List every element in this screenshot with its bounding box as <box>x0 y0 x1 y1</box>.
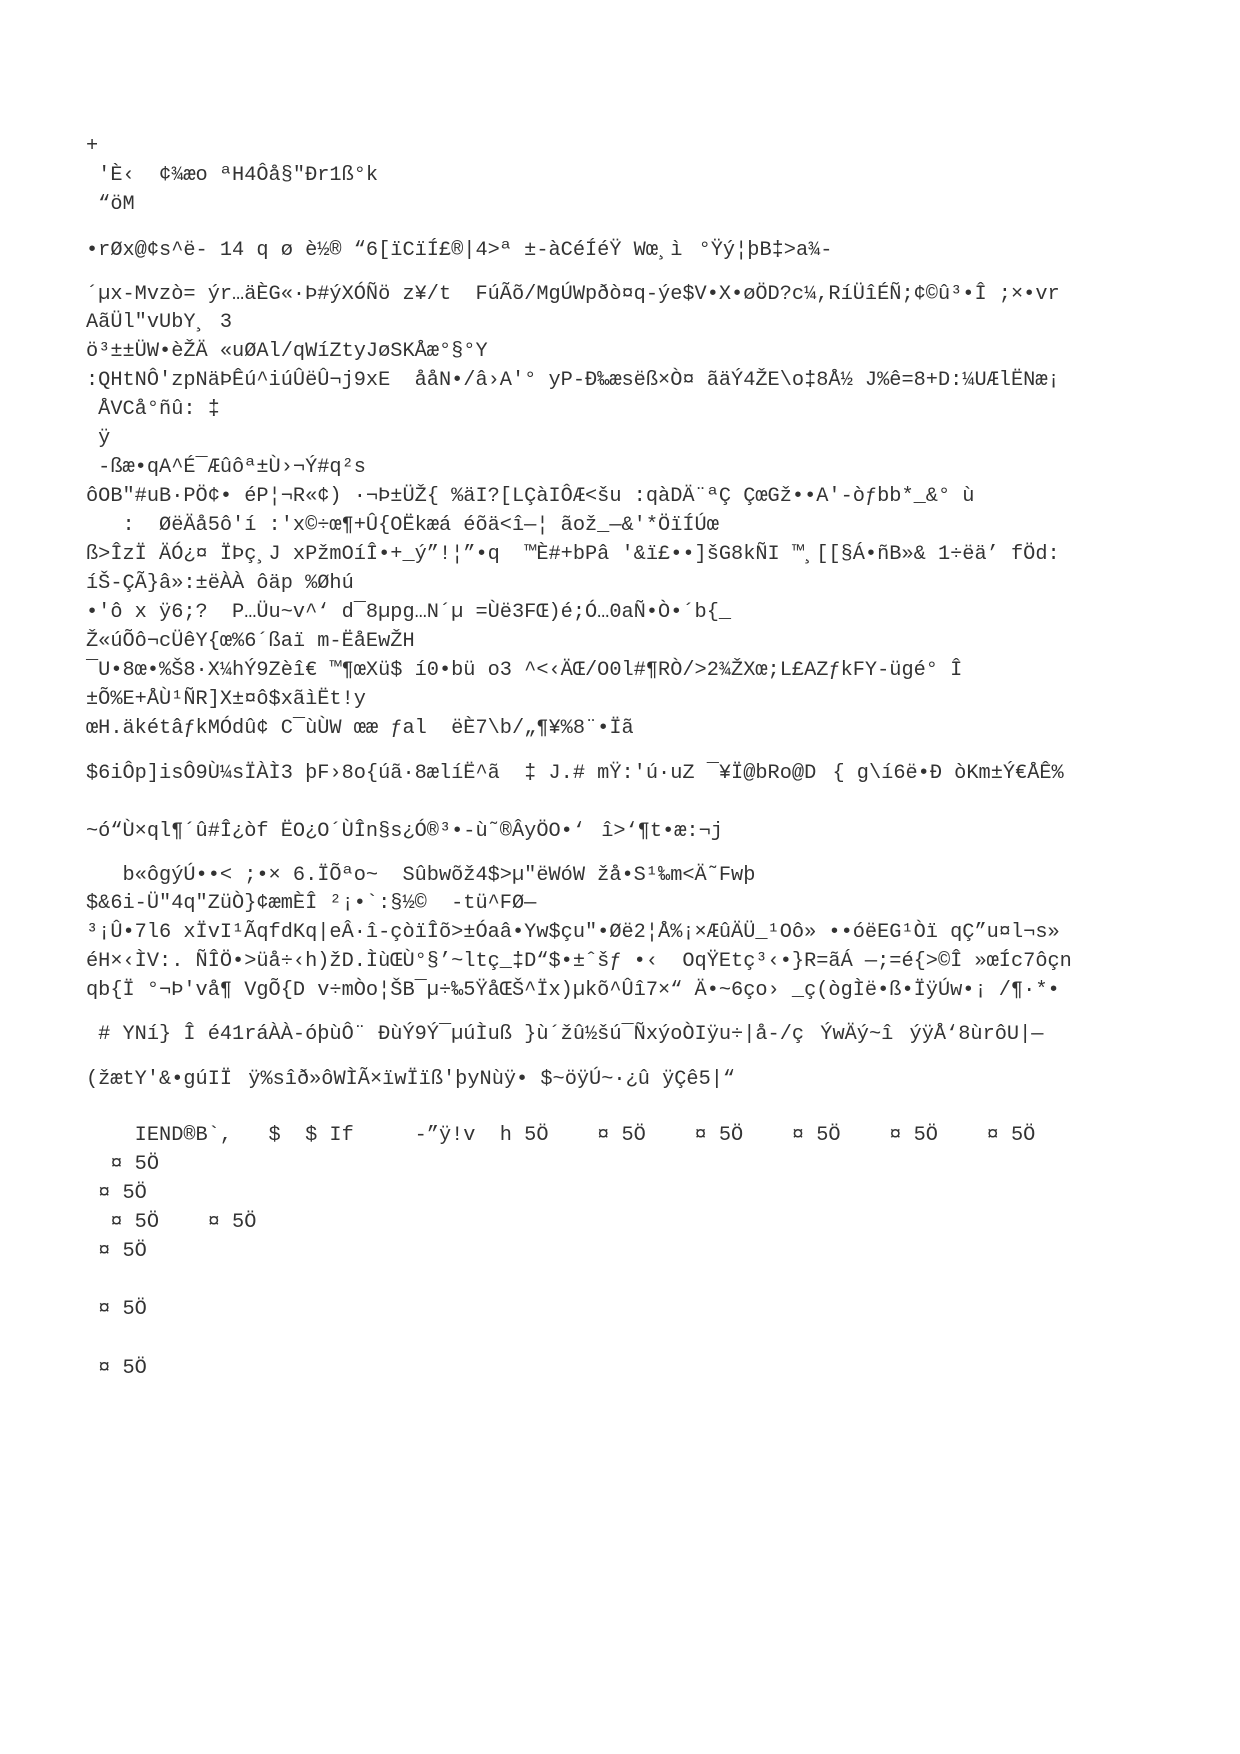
text-line: -ßæ•qA^É¯Æûôª±Ù›¬Ý#q²s <box>86 456 366 479</box>
text-line: ¤ 5Ö <box>86 1357 147 1380</box>
text-line: AãÜl"vUbY¸ 3 <box>86 311 233 334</box>
text-line: ¤ 5Ö <box>86 1298 147 1321</box>
text-line: “öM <box>86 193 135 216</box>
text-line: ´µx-Mvzò= ýr…äÈG«·Þ#ýXÓÑö z¥/t FúÃõ/MgÚWpðò¤q-ýe$V•X•øÖD?c¼,RíÜîÉÑ;¢©û³•Î ;×•vr <box>86 283 1060 306</box>
text-line: Ž«úÕô¬cÜêY{œ%6´ßaï m-ËåEwŽH <box>86 630 415 653</box>
text-line: ~ó“Ù×ql¶´û#Î¿òf ËO¿O´ÙÎn§s¿Ó®³•-ù˜®ÂyÖO•‘î>‘¶t•æ:¬j <box>86 820 723 843</box>
text-line: ö³±±ÜW•èŽÄ «uØAl/qWíZtyJøSKÅæ°§°Y <box>86 340 488 363</box>
text-line: ³¡Û•7l6 xÏvI¹ÃqfdKq|eÂ·î-çòïÎõ>±Óaâ•Yw$çu"•Øë2¦Å%¡×ÆûÄÜ_¹Oô» ••óëEG¹Òï qÇ”u¤l¬s» <box>86 921 1060 944</box>
text-line: ±Õ%E+ÅÙ¹ÑR]X±¤ô$xãìËt!y <box>86 688 366 711</box>
text-line: ß>ÎzÏ ÄÓ¿¤ ÏÞç¸J xPžmOíÎ•+_ý”!¦”•q ™È#+bPâ '&ï£••]šG8kÑI ™¸[[§Á•ñB»& 1÷ëä’ fÖd: <box>86 543 1060 566</box>
text-line: ¤ 5Ö <box>86 1182 147 1205</box>
text-line: IEND®B`, $ $ If -”ÿ!v h 5Ö ¤ 5Ö ¤ 5Ö ¤ 5Ö ¤ 5Ö ¤ 5Ö <box>86 1124 1036 1147</box>
text-line: + <box>86 135 99 158</box>
text-line: ÅVCå°ñû: ‡ <box>86 398 220 421</box>
text-line: ¤ 5Ö <box>86 1153 160 1176</box>
text-line: : ØëÄå5ô'í :'x©÷œ¶+Û{OËkæá éõä<î—¦ ãož_—&'*ÖïÍÚœ <box>86 514 719 537</box>
text-line: :QHtNÔ'zpNäÞÊú^iúÛëÛ¬j9xE ååN•/â›A'° yP-Ð‰æsëß×Ò¤ ãäÝ4ŽE\o‡8Å½ J%ê=8+D:¼UÆlËNæ¡ <box>86 369 1060 392</box>
text-line: qb{Ï °¬Þ'vå¶ VgÕ{D v÷mÒo¦ŠB¯µ÷‰5ŸåŒŠ^Ïx)µkõ^Ûî7×“ Ä•~6ço› _ç(ògÌë•ß•ÏÿÚw•¡ /¶·*• <box>86 979 1060 1002</box>
text-line: # YNí} Î é41ráÀÀ-óþùÔ¨ ÐùÝ9Ý¯µúÌuß }ù´žû½šú¯ÑxýoÒIÿu÷|å-/çÝwÄý~îýÿÅ‘8ùrôU|— <box>86 1023 1044 1046</box>
text-line: 'È‹ ¢¾æo ªH4Ôå§"Ðr1ß°k <box>86 164 379 187</box>
text-line: éH×‹ÌV:. ÑÎÖ•>üå÷‹h)žD.ÌùŒÙ°§’~ltç_‡D“$•±ˆšƒ •‹ OqŸEtç³‹•}R=ãÁ —;=é{>©Î »œÍc7ôçn <box>86 950 1072 973</box>
text-line: $&6i-Ü"4q"ZüÒ}¢æmÈÎ ²¡•`:§½© -tü^FØ— <box>86 892 537 915</box>
text-line: ¤ 5Ö ¤ 5Ö <box>86 1211 257 1234</box>
text-line: íŠ-ÇÃ}â»:±ëÀÀ ôäp %Øhú <box>86 572 354 595</box>
text-line: •'ô x ÿ6;? P…Üu~v^‘ d¯8µpg…N´µ =Ùë3FŒ)é;Ó…0aÑ•Ò•´b{_ <box>86 601 732 624</box>
text-line: ¯U•8œ•%Š8·X¼hÝ9Zèî€ ™¶œXü$ í0•bü o3 ^<‹ÄŒ/O0l#¶RÒ/>2¾ŽXœ;L£AZƒkFY-ügé° Î <box>86 659 963 682</box>
text-line: •rØx@¢s^ë- 14 q ø è½® “6[ïCïÍ£®|4>ª ±-àCéÍéŸ Wœ¸ì°Ÿý¦þB‡>a¾- <box>86 239 833 262</box>
text-line: $6iÔp]isÔ9Ù¼sÏÀÌ3 þF›8o{úã·8ælíË^ã ‡ J.# mŸ:'ú·uZ ¯¥Ï@bRo@D{ g\í6ë•Ð òKm±Ý€ÅÊ% <box>86 762 1064 785</box>
text-line: (žætY'&•gúIÏÿ%sîð»ôWÌÃ×ïwÏïß'þyNùÿ• $~öÿÚ~·¿û ÿÇê5|“ <box>86 1068 736 1091</box>
text-line: ÿ <box>86 427 111 450</box>
text-line: œH.äkétâƒkMÓdû¢ C¯ùÙW œæ ƒal ëÈ7\b/„¶¥%8¨•Ïã <box>86 717 634 740</box>
text-line: ¤ 5Ö <box>86 1240 147 1263</box>
text-line: b«ôgýÚ••< ;•× 6.ÏÕªo~ Sûbwõž4$>µ"ëWóW žå•S¹‰m<Ä˜Fwþ <box>86 864 756 887</box>
text-line: ôOB"#uB·PÖ¢• éP¦¬R«¢) ·¬Þ±ÜŽ{ %äI?[LÇàIÔÆ<šu :qàDÄ¨ªÇ ÇœGž••A'-òƒbb*_&° ù <box>86 485 975 508</box>
